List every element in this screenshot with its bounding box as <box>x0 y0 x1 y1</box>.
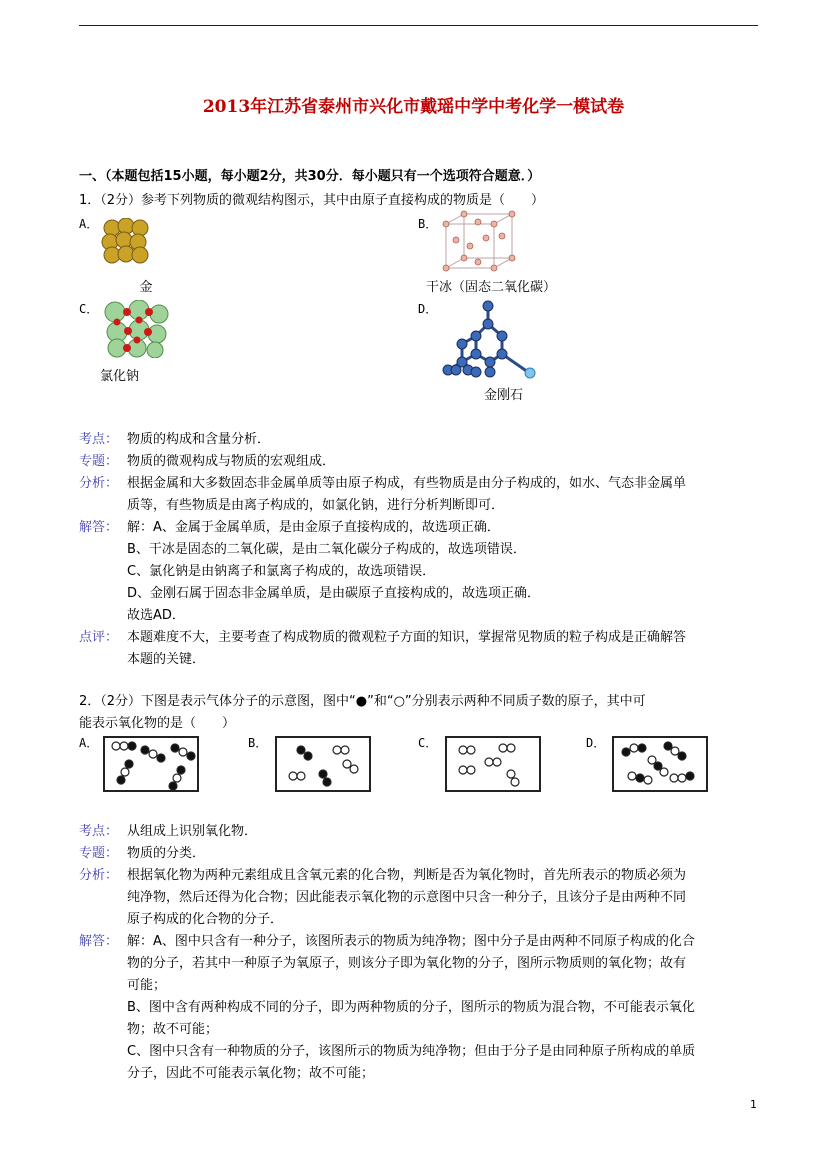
q2-diagram-c <box>445 736 541 792</box>
q1-caption-d: 金刚石 <box>484 388 524 403</box>
q1-dianping-label: 点评： <box>79 630 119 645</box>
q1-caption-c: 氯化钠 <box>100 369 140 384</box>
q2-kaodian-text: 从组成上识别氧化物． <box>127 824 258 839</box>
q2-zhuanti-label: 专题： <box>79 846 119 861</box>
top-rule <box>79 25 758 26</box>
q2-jieda-line-3: 可能； <box>127 978 167 993</box>
page-title: 2013年江苏省泰州市兴化市戴瑶中学中考化学一模试卷 <box>202 97 625 117</box>
dry-ice-structure-image <box>440 210 520 272</box>
q2-fenxi-line-3: 原子构成的化合物的分子． <box>127 912 284 927</box>
q1-jieda-line-5: 故选AD． <box>127 608 185 623</box>
q2-option-b-letter: B． <box>248 736 268 750</box>
q2-diagram-a <box>103 736 199 792</box>
q2-jieda-line-5: 物；故不可能； <box>127 1022 219 1037</box>
q2-jieda-line-4: B、图中含有两种构成不同的分子，即为两种物质的分子，图所示的物质为混合物，不可能表示氧化 <box>127 1000 695 1015</box>
diamond-structure-image <box>440 296 540 380</box>
q2-jieda-line-2: 物的分子，若其中一种原子为氧原子，则该分子即为氧化物的分子，图所示物质则的氧化物；故有 <box>127 956 687 971</box>
q2-option-a-letter: A． <box>79 736 99 750</box>
q2-jieda-line-6: C、图中只含有一种物质的分子，该图所示的物质为纯净物；但由于分子是由同种原子所构成的单质 <box>127 1044 696 1059</box>
sodium-chloride-structure-image <box>103 300 169 358</box>
q1-kaodian-text: 物质的构成和含量分析． <box>127 432 271 447</box>
q1-jieda-line-3: C、氯化钠是由钠离子和氯离子构成的，故选项错误． <box>127 564 436 579</box>
q2-option-d-letter: D． <box>586 736 606 750</box>
section-heading: 一、（本题包括15小题，每小题2分，共30分．每小题只有一个选项符合题意．） <box>79 169 541 184</box>
q2-diagram-b <box>275 736 371 792</box>
q1-fenxi-line-2: 质等，有些物质是由离子构成的，如氯化钠，进行分析判断即可． <box>127 498 505 513</box>
q2-fenxi-label: 分析： <box>79 868 119 883</box>
q2-fenxi-line-2: 纯净物，然后还得为化合物；因此能表示氧化物的示意图中只含一种分子，且该分子是由两种不同 <box>127 890 687 905</box>
q1-fenxi-line-1: 根据金属和大多数固态非金属单质等由原子构成，有些物质是由分子构成的，如水、气态非金属单 <box>127 476 687 491</box>
q2-fenxi-line-1: 根据氧化物为两种元素组成且含氧元素的化合物，判断是否为氧化物时，首先所表示的物质必须为 <box>127 868 687 883</box>
q1-zhuanti-label: 专题： <box>79 454 119 469</box>
q1-caption-a: 金 <box>139 280 153 295</box>
q2-kaodian-label: 考点： <box>79 824 119 839</box>
q1-option-d-letter: D． <box>418 302 438 316</box>
q1-stem: 1．（2分）参考下列物质的微观结构图示，其中由原子直接构成的物质是（ ） <box>79 193 545 208</box>
q2-option-c-letter: C． <box>418 736 438 750</box>
q1-jieda-line-2: B、干冰是固态的二氧化碳，是由二氧化碳分子构成的，故选项错误． <box>127 542 526 557</box>
page-number: 1 <box>750 1098 757 1111</box>
q1-caption-b: 干冰（固态二氧化碳） <box>426 280 557 295</box>
q1-jieda-label: 解答： <box>79 520 119 535</box>
q1-option-b-letter: B． <box>418 217 438 231</box>
q1-jieda-line-1: 解：A、金属于金属单质，是由金原子直接构成的，故选项正确． <box>127 520 500 535</box>
q1-fenxi-label: 分析： <box>79 476 119 491</box>
q1-option-c-letter: C． <box>79 302 99 316</box>
q1-jieda-line-4: D、金刚石属于固态非金属单质，是由碳原子直接构成的，故选项正确． <box>127 586 541 601</box>
q1-dianping-line-2: 本题的关键． <box>127 652 206 667</box>
q2-zhuanti-text: 物质的分类． <box>127 846 206 861</box>
q2-stem-line-2: 能表示氧化物的是（ ） <box>79 716 236 731</box>
q1-kaodian-label: 考点： <box>79 432 119 447</box>
gold-structure-image <box>100 218 152 266</box>
q1-option-a-letter: A． <box>79 217 99 231</box>
q2-jieda-label: 解答： <box>79 934 119 949</box>
q2-jieda-line-7: 分子，因此不可能表示氧化物；故不可能； <box>127 1066 375 1081</box>
q2-jieda-line-1: 解：A、图中只含有一种分子，该图所表示的物质为纯净物；图中分子是由两种不同原子构成的化合 <box>127 934 695 949</box>
q1-dianping-line-1: 本题难度不大，主要考查了构成物质的微观粒子方面的知识，掌握常见物质的粒子构成是正确解答 <box>127 630 687 645</box>
q2-stem-line-1: 2．（2分）下图是表示气体分子的示意图，图中“●”和“○”分别表示两种不同质子数的原子，其中可 <box>79 694 646 709</box>
q1-zhuanti-text: 物质的微观构成与物质的宏观组成． <box>127 454 336 469</box>
q2-diagram-d <box>612 736 708 792</box>
